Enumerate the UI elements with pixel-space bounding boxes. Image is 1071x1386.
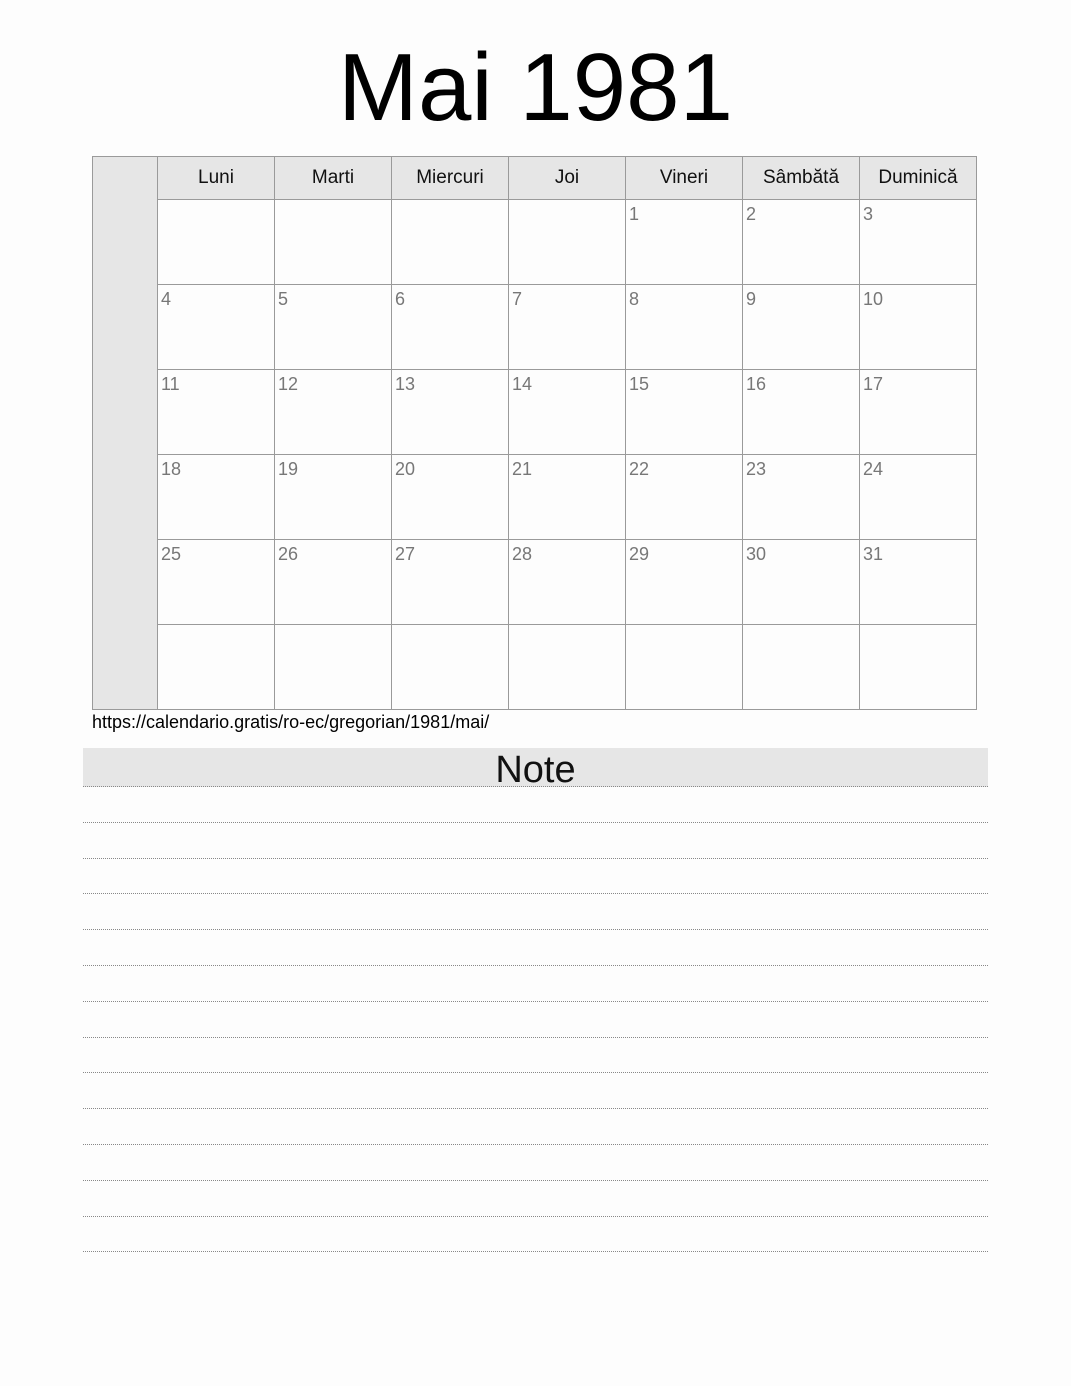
day-cell[interactable]: 25 (158, 540, 275, 624)
source-url-link[interactable]: https://calendario.gratis/ro-ec/gregorian/1981/mai/ (92, 712, 490, 732)
day-cell[interactable] (158, 200, 275, 284)
day-cell[interactable]: 7 (509, 285, 626, 369)
note-line[interactable] (83, 1038, 988, 1074)
week-row (158, 285, 976, 370)
week-row (158, 370, 976, 455)
day-cell[interactable]: 31 (860, 540, 976, 624)
day-cell[interactable] (392, 200, 509, 284)
weeks-container (158, 200, 976, 709)
weekday-header-monday: Luni (158, 157, 275, 199)
day-cell[interactable]: 12 (275, 370, 392, 454)
note-line[interactable] (83, 1073, 988, 1109)
page-title: Mai 1981 (338, 34, 733, 141)
calendar-grid (158, 157, 976, 709)
day-cell[interactable]: 28 (509, 540, 626, 624)
day-cell[interactable] (158, 625, 275, 709)
weekday-header-thursday: Joi (509, 157, 626, 199)
day-cell[interactable] (509, 200, 626, 284)
day-cell[interactable]: 14 (509, 370, 626, 454)
note-line[interactable] (83, 1181, 988, 1217)
day-cell[interactable] (509, 625, 626, 709)
note-line[interactable] (83, 859, 988, 895)
day-cell[interactable]: 20 (392, 455, 509, 539)
week-row (158, 200, 976, 285)
weekday-header-tuesday: Marti (275, 157, 392, 199)
weekday-header-row (158, 157, 976, 200)
day-cell[interactable]: 10 (860, 285, 976, 369)
day-cell[interactable]: 2 (743, 200, 860, 284)
day-cell[interactable]: 26 (275, 540, 392, 624)
week-number-column (93, 157, 158, 709)
note-line[interactable] (83, 787, 988, 823)
day-cell[interactable]: 22 (626, 455, 743, 539)
day-cell[interactable]: 16 (743, 370, 860, 454)
week-row (158, 540, 976, 625)
notes-heading: Note (83, 748, 988, 787)
note-line[interactable] (83, 1109, 988, 1145)
day-cell[interactable] (626, 625, 743, 709)
day-cell[interactable] (860, 625, 976, 709)
month-calendar (92, 156, 977, 710)
day-cell[interactable] (743, 625, 860, 709)
note-line[interactable] (83, 1002, 988, 1038)
note-line[interactable] (83, 930, 988, 966)
day-cell[interactable]: 5 (275, 285, 392, 369)
notes-section (83, 748, 988, 1252)
day-cell[interactable] (392, 625, 509, 709)
week-row (158, 455, 976, 540)
day-cell[interactable]: 11 (158, 370, 275, 454)
day-cell[interactable]: 3 (860, 200, 976, 284)
day-cell[interactable]: 24 (860, 455, 976, 539)
day-cell[interactable]: 9 (743, 285, 860, 369)
day-cell[interactable]: 6 (392, 285, 509, 369)
day-cell[interactable]: 17 (860, 370, 976, 454)
note-line[interactable] (83, 823, 988, 859)
day-cell[interactable]: 19 (275, 455, 392, 539)
note-line[interactable] (83, 1217, 988, 1253)
note-line[interactable] (83, 966, 988, 1002)
day-cell[interactable]: 8 (626, 285, 743, 369)
note-line[interactable] (83, 894, 988, 930)
note-line[interactable] (83, 1145, 988, 1181)
day-cell[interactable]: 30 (743, 540, 860, 624)
weekday-header-friday: Vineri (626, 157, 743, 199)
week-row (158, 625, 976, 709)
weekday-header-sunday: Duminică (878, 167, 958, 188)
day-cell[interactable]: 23 (743, 455, 860, 539)
day-cell[interactable]: 29 (626, 540, 743, 624)
day-cell[interactable] (275, 200, 392, 284)
day-cell[interactable]: 4 (158, 285, 275, 369)
day-cell[interactable]: 1 (626, 200, 743, 284)
day-cell[interactable] (275, 625, 392, 709)
day-cell[interactable]: 27 (392, 540, 509, 624)
day-cell[interactable]: 21 (509, 455, 626, 539)
day-cell[interactable]: 13 (392, 370, 509, 454)
weekday-header-wednesday: Miercuri (392, 157, 509, 199)
day-cell[interactable]: 15 (626, 370, 743, 454)
weekday-header-saturday: Sâmbătă (743, 157, 860, 199)
day-cell[interactable]: 18 (158, 455, 275, 539)
